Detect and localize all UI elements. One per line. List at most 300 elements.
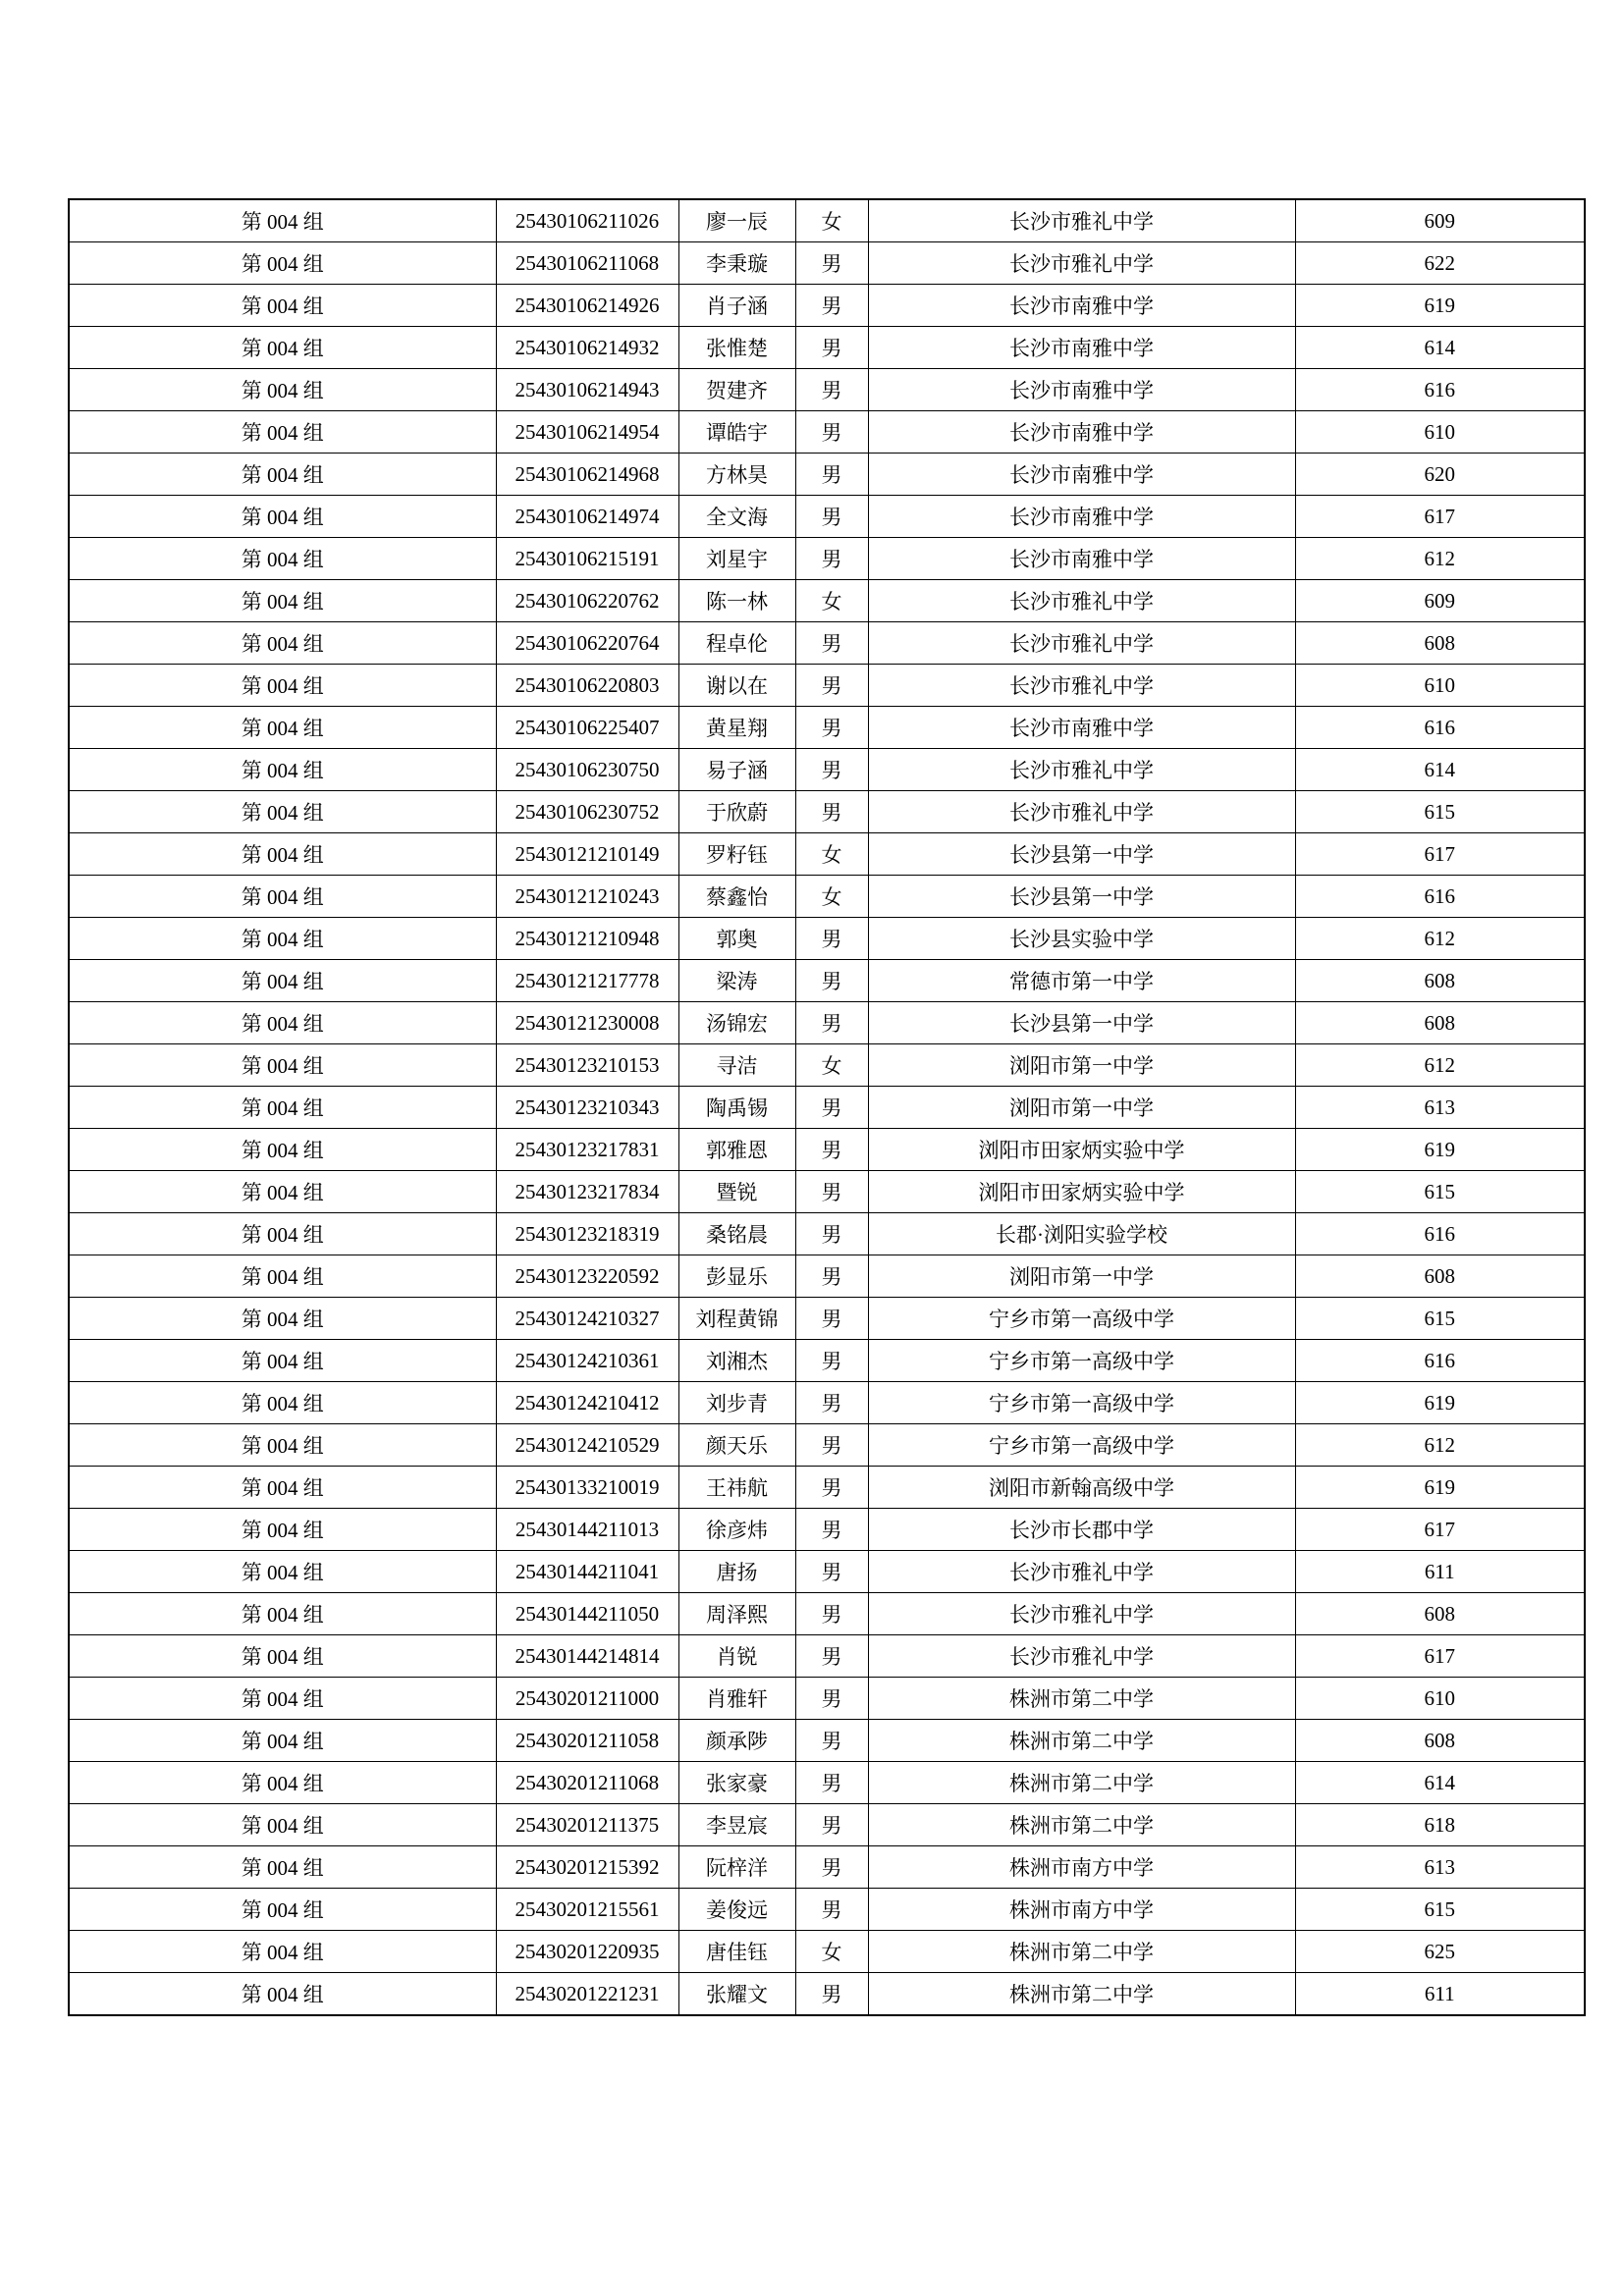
gender-cell: 男 xyxy=(795,1171,868,1213)
school-cell: 株洲市第二中学 xyxy=(868,1762,1295,1804)
exam-number-cell: 25430106215191 xyxy=(496,538,678,580)
table-row xyxy=(69,369,1585,411)
table-row xyxy=(69,1678,1585,1720)
table-row xyxy=(69,1044,1585,1087)
school-cell: 长沙县第一中学 xyxy=(868,876,1295,918)
exam-number-cell: 25430201221231 xyxy=(496,1973,678,2016)
score-cell: 608 xyxy=(1295,622,1585,665)
exam-number-cell: 25430144211013 xyxy=(496,1509,678,1551)
exam-number-cell: 25430123217831 xyxy=(496,1129,678,1171)
group-cell: 第 004 组 xyxy=(69,242,496,285)
school-cell: 长沙市雅礼中学 xyxy=(868,665,1295,707)
gender-cell: 男 xyxy=(795,1467,868,1509)
student-name-cell: 全文海 xyxy=(678,496,795,538)
school-cell: 长沙市南雅中学 xyxy=(868,707,1295,749)
exam-number-cell: 25430106214943 xyxy=(496,369,678,411)
student-name-cell: 姜俊远 xyxy=(678,1889,795,1931)
score-cell: 619 xyxy=(1295,1467,1585,1509)
group-cell: 第 004 组 xyxy=(69,1551,496,1593)
table-row xyxy=(69,1002,1585,1044)
group-cell: 第 004 组 xyxy=(69,665,496,707)
student-name-cell: 罗籽钰 xyxy=(678,833,795,876)
table-row xyxy=(69,1087,1585,1129)
table-row xyxy=(69,1804,1585,1846)
student-name-cell: 肖子涵 xyxy=(678,285,795,327)
gender-cell: 男 xyxy=(795,327,868,369)
score-cell: 609 xyxy=(1295,199,1585,242)
table-row xyxy=(69,1720,1585,1762)
table-row xyxy=(69,749,1585,791)
school-cell: 长沙县实验中学 xyxy=(868,918,1295,960)
school-cell: 长沙市雅礼中学 xyxy=(868,1635,1295,1678)
group-cell: 第 004 组 xyxy=(69,1931,496,1973)
table-row xyxy=(69,833,1585,876)
gender-cell: 男 xyxy=(795,496,868,538)
school-cell: 浏阳市第一中学 xyxy=(868,1087,1295,1129)
table-body xyxy=(69,199,1585,2015)
student-name-cell: 方林昊 xyxy=(678,454,795,496)
exam-number-cell: 25430123218319 xyxy=(496,1213,678,1255)
school-cell: 长沙市雅礼中学 xyxy=(868,622,1295,665)
school-cell: 浏阳市新翰高级中学 xyxy=(868,1467,1295,1509)
gender-cell: 男 xyxy=(795,1129,868,1171)
group-cell: 第 004 组 xyxy=(69,1424,496,1467)
gender-cell: 男 xyxy=(795,1804,868,1846)
school-cell: 株洲市第二中学 xyxy=(868,1973,1295,2016)
group-cell: 第 004 组 xyxy=(69,918,496,960)
exam-number-cell: 25430124210361 xyxy=(496,1340,678,1382)
student-name-cell: 陈一林 xyxy=(678,580,795,622)
table-row xyxy=(69,1424,1585,1467)
group-cell: 第 004 组 xyxy=(69,876,496,918)
student-name-cell: 黄星翔 xyxy=(678,707,795,749)
student-name-cell: 桑铭晨 xyxy=(678,1213,795,1255)
school-cell: 长沙市雅礼中学 xyxy=(868,1551,1295,1593)
score-cell: 622 xyxy=(1295,242,1585,285)
exam-number-cell: 25430123210153 xyxy=(496,1044,678,1087)
student-name-cell: 阮梓洋 xyxy=(678,1846,795,1889)
school-cell: 株洲市南方中学 xyxy=(868,1846,1295,1889)
exam-number-cell: 25430121210243 xyxy=(496,876,678,918)
table-row xyxy=(69,454,1585,496)
exam-number-cell: 25430106220803 xyxy=(496,665,678,707)
school-cell: 长沙市雅礼中学 xyxy=(868,791,1295,833)
gender-cell: 男 xyxy=(795,1255,868,1298)
school-cell: 长沙县第一中学 xyxy=(868,1002,1295,1044)
score-cell: 615 xyxy=(1295,791,1585,833)
gender-cell: 男 xyxy=(795,791,868,833)
gender-cell: 女 xyxy=(795,1931,868,1973)
group-cell: 第 004 组 xyxy=(69,496,496,538)
group-cell: 第 004 组 xyxy=(69,580,496,622)
student-name-cell: 谭皓宇 xyxy=(678,411,795,454)
school-cell: 长沙市长郡中学 xyxy=(868,1509,1295,1551)
student-name-cell: 颜天乐 xyxy=(678,1424,795,1467)
school-cell: 长沙市南雅中学 xyxy=(868,327,1295,369)
exam-number-cell: 25430106214954 xyxy=(496,411,678,454)
student-name-cell: 郭雅恩 xyxy=(678,1129,795,1171)
exam-number-cell: 25430133210019 xyxy=(496,1467,678,1509)
exam-number-cell: 25430121230008 xyxy=(496,1002,678,1044)
gender-cell: 男 xyxy=(795,1973,868,2016)
school-cell: 长沙市雅礼中学 xyxy=(868,749,1295,791)
gender-cell: 男 xyxy=(795,918,868,960)
score-cell: 620 xyxy=(1295,454,1585,496)
school-cell: 长沙县第一中学 xyxy=(868,833,1295,876)
group-cell: 第 004 组 xyxy=(69,622,496,665)
school-cell: 宁乡市第一高级中学 xyxy=(868,1298,1295,1340)
group-cell: 第 004 组 xyxy=(69,411,496,454)
score-cell: 616 xyxy=(1295,1213,1585,1255)
table-row xyxy=(69,496,1585,538)
group-cell: 第 004 组 xyxy=(69,749,496,791)
table-row xyxy=(69,327,1585,369)
group-cell: 第 004 组 xyxy=(69,1340,496,1382)
student-name-cell: 梁涛 xyxy=(678,960,795,1002)
exam-number-cell: 25430106230752 xyxy=(496,791,678,833)
score-cell: 613 xyxy=(1295,1846,1585,1889)
table-row xyxy=(69,1255,1585,1298)
gender-cell: 男 xyxy=(795,707,868,749)
exam-number-cell: 25430106230750 xyxy=(496,749,678,791)
gender-cell: 男 xyxy=(795,1678,868,1720)
student-name-cell: 肖锐 xyxy=(678,1635,795,1678)
exam-number-cell: 25430106220762 xyxy=(496,580,678,622)
gender-cell: 男 xyxy=(795,1424,868,1467)
score-cell: 608 xyxy=(1295,1255,1585,1298)
table-row xyxy=(69,411,1585,454)
school-cell: 长沙市南雅中学 xyxy=(868,496,1295,538)
score-cell: 619 xyxy=(1295,285,1585,327)
student-name-cell: 刘湘杰 xyxy=(678,1340,795,1382)
student-name-cell: 程卓伦 xyxy=(678,622,795,665)
student-name-cell: 张家豪 xyxy=(678,1762,795,1804)
score-cell: 617 xyxy=(1295,833,1585,876)
school-cell: 长郡·浏阳实验学校 xyxy=(868,1213,1295,1255)
exam-number-cell: 25430123217834 xyxy=(496,1171,678,1213)
score-cell: 614 xyxy=(1295,749,1585,791)
score-cell: 612 xyxy=(1295,1424,1585,1467)
score-cell: 613 xyxy=(1295,1087,1585,1129)
table-row xyxy=(69,918,1585,960)
school-cell: 宁乡市第一高级中学 xyxy=(868,1340,1295,1382)
exam-number-cell: 25430106214968 xyxy=(496,454,678,496)
score-cell: 614 xyxy=(1295,1762,1585,1804)
score-cell: 611 xyxy=(1295,1973,1585,2016)
group-cell: 第 004 组 xyxy=(69,1044,496,1087)
student-name-cell: 周泽熙 xyxy=(678,1593,795,1635)
score-cell: 625 xyxy=(1295,1931,1585,1973)
exam-number-cell: 25430106214926 xyxy=(496,285,678,327)
school-cell: 浏阳市第一中学 xyxy=(868,1044,1295,1087)
student-name-cell: 寻洁 xyxy=(678,1044,795,1087)
group-cell: 第 004 组 xyxy=(69,1889,496,1931)
student-name-cell: 刘程黄锦 xyxy=(678,1298,795,1340)
table-row xyxy=(69,1467,1585,1509)
group-cell: 第 004 组 xyxy=(69,1298,496,1340)
exam-number-cell: 25430124210529 xyxy=(496,1424,678,1467)
student-name-cell: 颜承陟 xyxy=(678,1720,795,1762)
group-cell: 第 004 组 xyxy=(69,707,496,749)
gender-cell: 女 xyxy=(795,1044,868,1087)
school-cell: 浏阳市田家炳实验中学 xyxy=(868,1129,1295,1171)
exam-number-cell: 25430106220764 xyxy=(496,622,678,665)
school-cell: 长沙市南雅中学 xyxy=(868,369,1295,411)
score-cell: 618 xyxy=(1295,1804,1585,1846)
score-cell: 612 xyxy=(1295,538,1585,580)
gender-cell: 女 xyxy=(795,199,868,242)
student-name-cell: 彭显乐 xyxy=(678,1255,795,1298)
table-row xyxy=(69,1171,1585,1213)
student-name-cell: 唐佳钰 xyxy=(678,1931,795,1973)
table-row xyxy=(69,1762,1585,1804)
student-name-cell: 暨锐 xyxy=(678,1171,795,1213)
gender-cell: 男 xyxy=(795,538,868,580)
school-cell: 株洲市第二中学 xyxy=(868,1804,1295,1846)
score-cell: 616 xyxy=(1295,1340,1585,1382)
score-cell: 610 xyxy=(1295,1678,1585,1720)
group-cell: 第 004 组 xyxy=(69,1129,496,1171)
gender-cell: 男 xyxy=(795,1635,868,1678)
gender-cell: 男 xyxy=(795,1087,868,1129)
group-cell: 第 004 组 xyxy=(69,199,496,242)
gender-cell: 男 xyxy=(795,622,868,665)
gender-cell: 女 xyxy=(795,580,868,622)
gender-cell: 男 xyxy=(795,1213,868,1255)
table-row xyxy=(69,622,1585,665)
exam-number-cell: 25430201220935 xyxy=(496,1931,678,1973)
score-cell: 610 xyxy=(1295,665,1585,707)
table-row xyxy=(69,707,1585,749)
score-cell: 615 xyxy=(1295,1171,1585,1213)
table-row xyxy=(69,1213,1585,1255)
school-cell: 长沙市雅礼中学 xyxy=(868,199,1295,242)
gender-cell: 男 xyxy=(795,1762,868,1804)
gender-cell: 男 xyxy=(795,242,868,285)
gender-cell: 男 xyxy=(795,285,868,327)
table-row xyxy=(69,1382,1585,1424)
gender-cell: 男 xyxy=(795,1002,868,1044)
group-cell: 第 004 组 xyxy=(69,1973,496,2016)
school-cell: 长沙市雅礼中学 xyxy=(868,580,1295,622)
school-cell: 株洲市第二中学 xyxy=(868,1720,1295,1762)
exam-number-cell: 25430124210412 xyxy=(496,1382,678,1424)
exam-number-cell: 25430106214974 xyxy=(496,496,678,538)
school-cell: 长沙市雅礼中学 xyxy=(868,242,1295,285)
score-cell: 612 xyxy=(1295,918,1585,960)
student-name-cell: 李秉璇 xyxy=(678,242,795,285)
group-cell: 第 004 组 xyxy=(69,960,496,1002)
score-cell: 617 xyxy=(1295,1509,1585,1551)
table-row xyxy=(69,1551,1585,1593)
exam-number-cell: 25430124210327 xyxy=(496,1298,678,1340)
school-cell: 宁乡市第一高级中学 xyxy=(868,1424,1295,1467)
student-name-cell: 谢以在 xyxy=(678,665,795,707)
group-cell: 第 004 组 xyxy=(69,833,496,876)
exam-number-cell: 25430121210948 xyxy=(496,918,678,960)
table-row xyxy=(69,1635,1585,1678)
group-cell: 第 004 组 xyxy=(69,285,496,327)
gender-cell: 男 xyxy=(795,454,868,496)
group-cell: 第 004 组 xyxy=(69,1678,496,1720)
gender-cell: 男 xyxy=(795,960,868,1002)
score-cell: 619 xyxy=(1295,1382,1585,1424)
student-name-cell: 于欣蔚 xyxy=(678,791,795,833)
group-cell: 第 004 组 xyxy=(69,791,496,833)
score-cell: 611 xyxy=(1295,1551,1585,1593)
student-name-cell: 唐扬 xyxy=(678,1551,795,1593)
table-row xyxy=(69,665,1585,707)
score-cell: 616 xyxy=(1295,707,1585,749)
student-name-cell: 徐彦炜 xyxy=(678,1509,795,1551)
score-cell: 615 xyxy=(1295,1298,1585,1340)
school-cell: 株洲市第二中学 xyxy=(868,1678,1295,1720)
group-cell: 第 004 组 xyxy=(69,1846,496,1889)
group-cell: 第 004 组 xyxy=(69,1255,496,1298)
score-cell: 608 xyxy=(1295,960,1585,1002)
group-cell: 第 004 组 xyxy=(69,1635,496,1678)
gender-cell: 男 xyxy=(795,411,868,454)
group-cell: 第 004 组 xyxy=(69,1087,496,1129)
table-row xyxy=(69,1298,1585,1340)
student-name-cell: 肖雅轩 xyxy=(678,1678,795,1720)
results-table xyxy=(68,198,1586,2016)
group-cell: 第 004 组 xyxy=(69,1213,496,1255)
student-name-cell: 李昱宸 xyxy=(678,1804,795,1846)
school-cell: 浏阳市田家炳实验中学 xyxy=(868,1171,1295,1213)
exam-number-cell: 25430123220592 xyxy=(496,1255,678,1298)
exam-number-cell: 25430121210149 xyxy=(496,833,678,876)
score-cell: 609 xyxy=(1295,580,1585,622)
gender-cell: 男 xyxy=(795,749,868,791)
gender-cell: 男 xyxy=(795,369,868,411)
gender-cell: 男 xyxy=(795,1720,868,1762)
school-cell: 长沙市南雅中学 xyxy=(868,454,1295,496)
table-row xyxy=(69,242,1585,285)
gender-cell: 男 xyxy=(795,1889,868,1931)
school-cell: 长沙市南雅中学 xyxy=(868,411,1295,454)
table-row xyxy=(69,199,1585,242)
score-cell: 608 xyxy=(1295,1593,1585,1635)
score-cell: 617 xyxy=(1295,1635,1585,1678)
group-cell: 第 004 组 xyxy=(69,369,496,411)
table-row xyxy=(69,580,1585,622)
exam-number-cell: 25430201215561 xyxy=(496,1889,678,1931)
group-cell: 第 004 组 xyxy=(69,1593,496,1635)
student-name-cell: 蔡鑫怡 xyxy=(678,876,795,918)
student-name-cell: 张惟楚 xyxy=(678,327,795,369)
score-cell: 610 xyxy=(1295,411,1585,454)
gender-cell: 男 xyxy=(795,1846,868,1889)
student-name-cell: 贺建齐 xyxy=(678,369,795,411)
student-name-cell: 张耀文 xyxy=(678,1973,795,2016)
score-cell: 614 xyxy=(1295,327,1585,369)
student-name-cell: 刘星宇 xyxy=(678,538,795,580)
exam-number-cell: 25430106214932 xyxy=(496,327,678,369)
exam-number-cell: 25430201211000 xyxy=(496,1678,678,1720)
exam-number-cell: 25430144211050 xyxy=(496,1593,678,1635)
gender-cell: 男 xyxy=(795,1382,868,1424)
gender-cell: 男 xyxy=(795,1593,868,1635)
exam-number-cell: 25430201215392 xyxy=(496,1846,678,1889)
table-row xyxy=(69,791,1585,833)
school-cell: 浏阳市第一中学 xyxy=(868,1255,1295,1298)
student-name-cell: 刘步青 xyxy=(678,1382,795,1424)
table-row xyxy=(69,960,1585,1002)
score-cell: 616 xyxy=(1295,876,1585,918)
school-cell: 常德市第一中学 xyxy=(868,960,1295,1002)
student-name-cell: 易子涵 xyxy=(678,749,795,791)
score-cell: 612 xyxy=(1295,1044,1585,1087)
group-cell: 第 004 组 xyxy=(69,538,496,580)
table-row xyxy=(69,1889,1585,1931)
student-name-cell: 廖一辰 xyxy=(678,199,795,242)
group-cell: 第 004 组 xyxy=(69,1467,496,1509)
student-name-cell: 陶禹锡 xyxy=(678,1087,795,1129)
table-row xyxy=(69,1129,1585,1171)
exam-number-cell: 25430201211068 xyxy=(496,1762,678,1804)
score-cell: 616 xyxy=(1295,369,1585,411)
school-cell: 株洲市南方中学 xyxy=(868,1889,1295,1931)
group-cell: 第 004 组 xyxy=(69,454,496,496)
exam-number-cell: 25430144214814 xyxy=(496,1635,678,1678)
exam-number-cell: 25430106211068 xyxy=(496,242,678,285)
exam-number-cell: 25430201211375 xyxy=(496,1804,678,1846)
exam-number-cell: 25430106211026 xyxy=(496,199,678,242)
table-row xyxy=(69,285,1585,327)
exam-number-cell: 25430121217778 xyxy=(496,960,678,1002)
table-row xyxy=(69,1973,1585,2016)
table-row xyxy=(69,1931,1585,1973)
school-cell: 宁乡市第一高级中学 xyxy=(868,1382,1295,1424)
gender-cell: 女 xyxy=(795,876,868,918)
group-cell: 第 004 组 xyxy=(69,1762,496,1804)
exam-number-cell: 25430106225407 xyxy=(496,707,678,749)
score-cell: 608 xyxy=(1295,1720,1585,1762)
table-row xyxy=(69,1593,1585,1635)
group-cell: 第 004 组 xyxy=(69,1509,496,1551)
table-row xyxy=(69,538,1585,580)
exam-number-cell: 25430123210343 xyxy=(496,1087,678,1129)
gender-cell: 男 xyxy=(795,1551,868,1593)
score-cell: 619 xyxy=(1295,1129,1585,1171)
group-cell: 第 004 组 xyxy=(69,1804,496,1846)
gender-cell: 男 xyxy=(795,1298,868,1340)
group-cell: 第 004 组 xyxy=(69,1720,496,1762)
gender-cell: 男 xyxy=(795,1509,868,1551)
school-cell: 株洲市第二中学 xyxy=(868,1931,1295,1973)
table-row xyxy=(69,1846,1585,1889)
exam-number-cell: 25430201211058 xyxy=(496,1720,678,1762)
score-cell: 608 xyxy=(1295,1002,1585,1044)
score-cell: 615 xyxy=(1295,1889,1585,1931)
group-cell: 第 004 组 xyxy=(69,1382,496,1424)
school-cell: 长沙市南雅中学 xyxy=(868,538,1295,580)
gender-cell: 女 xyxy=(795,833,868,876)
group-cell: 第 004 组 xyxy=(69,1002,496,1044)
school-cell: 长沙市雅礼中学 xyxy=(868,1593,1295,1635)
student-name-cell: 郭奥 xyxy=(678,918,795,960)
group-cell: 第 004 组 xyxy=(69,327,496,369)
score-cell: 617 xyxy=(1295,496,1585,538)
exam-number-cell: 25430144211041 xyxy=(496,1551,678,1593)
school-cell: 长沙市南雅中学 xyxy=(868,285,1295,327)
gender-cell: 男 xyxy=(795,665,868,707)
student-name-cell: 汤锦宏 xyxy=(678,1002,795,1044)
table-row xyxy=(69,1509,1585,1551)
table-row xyxy=(69,1340,1585,1382)
gender-cell: 男 xyxy=(795,1340,868,1382)
